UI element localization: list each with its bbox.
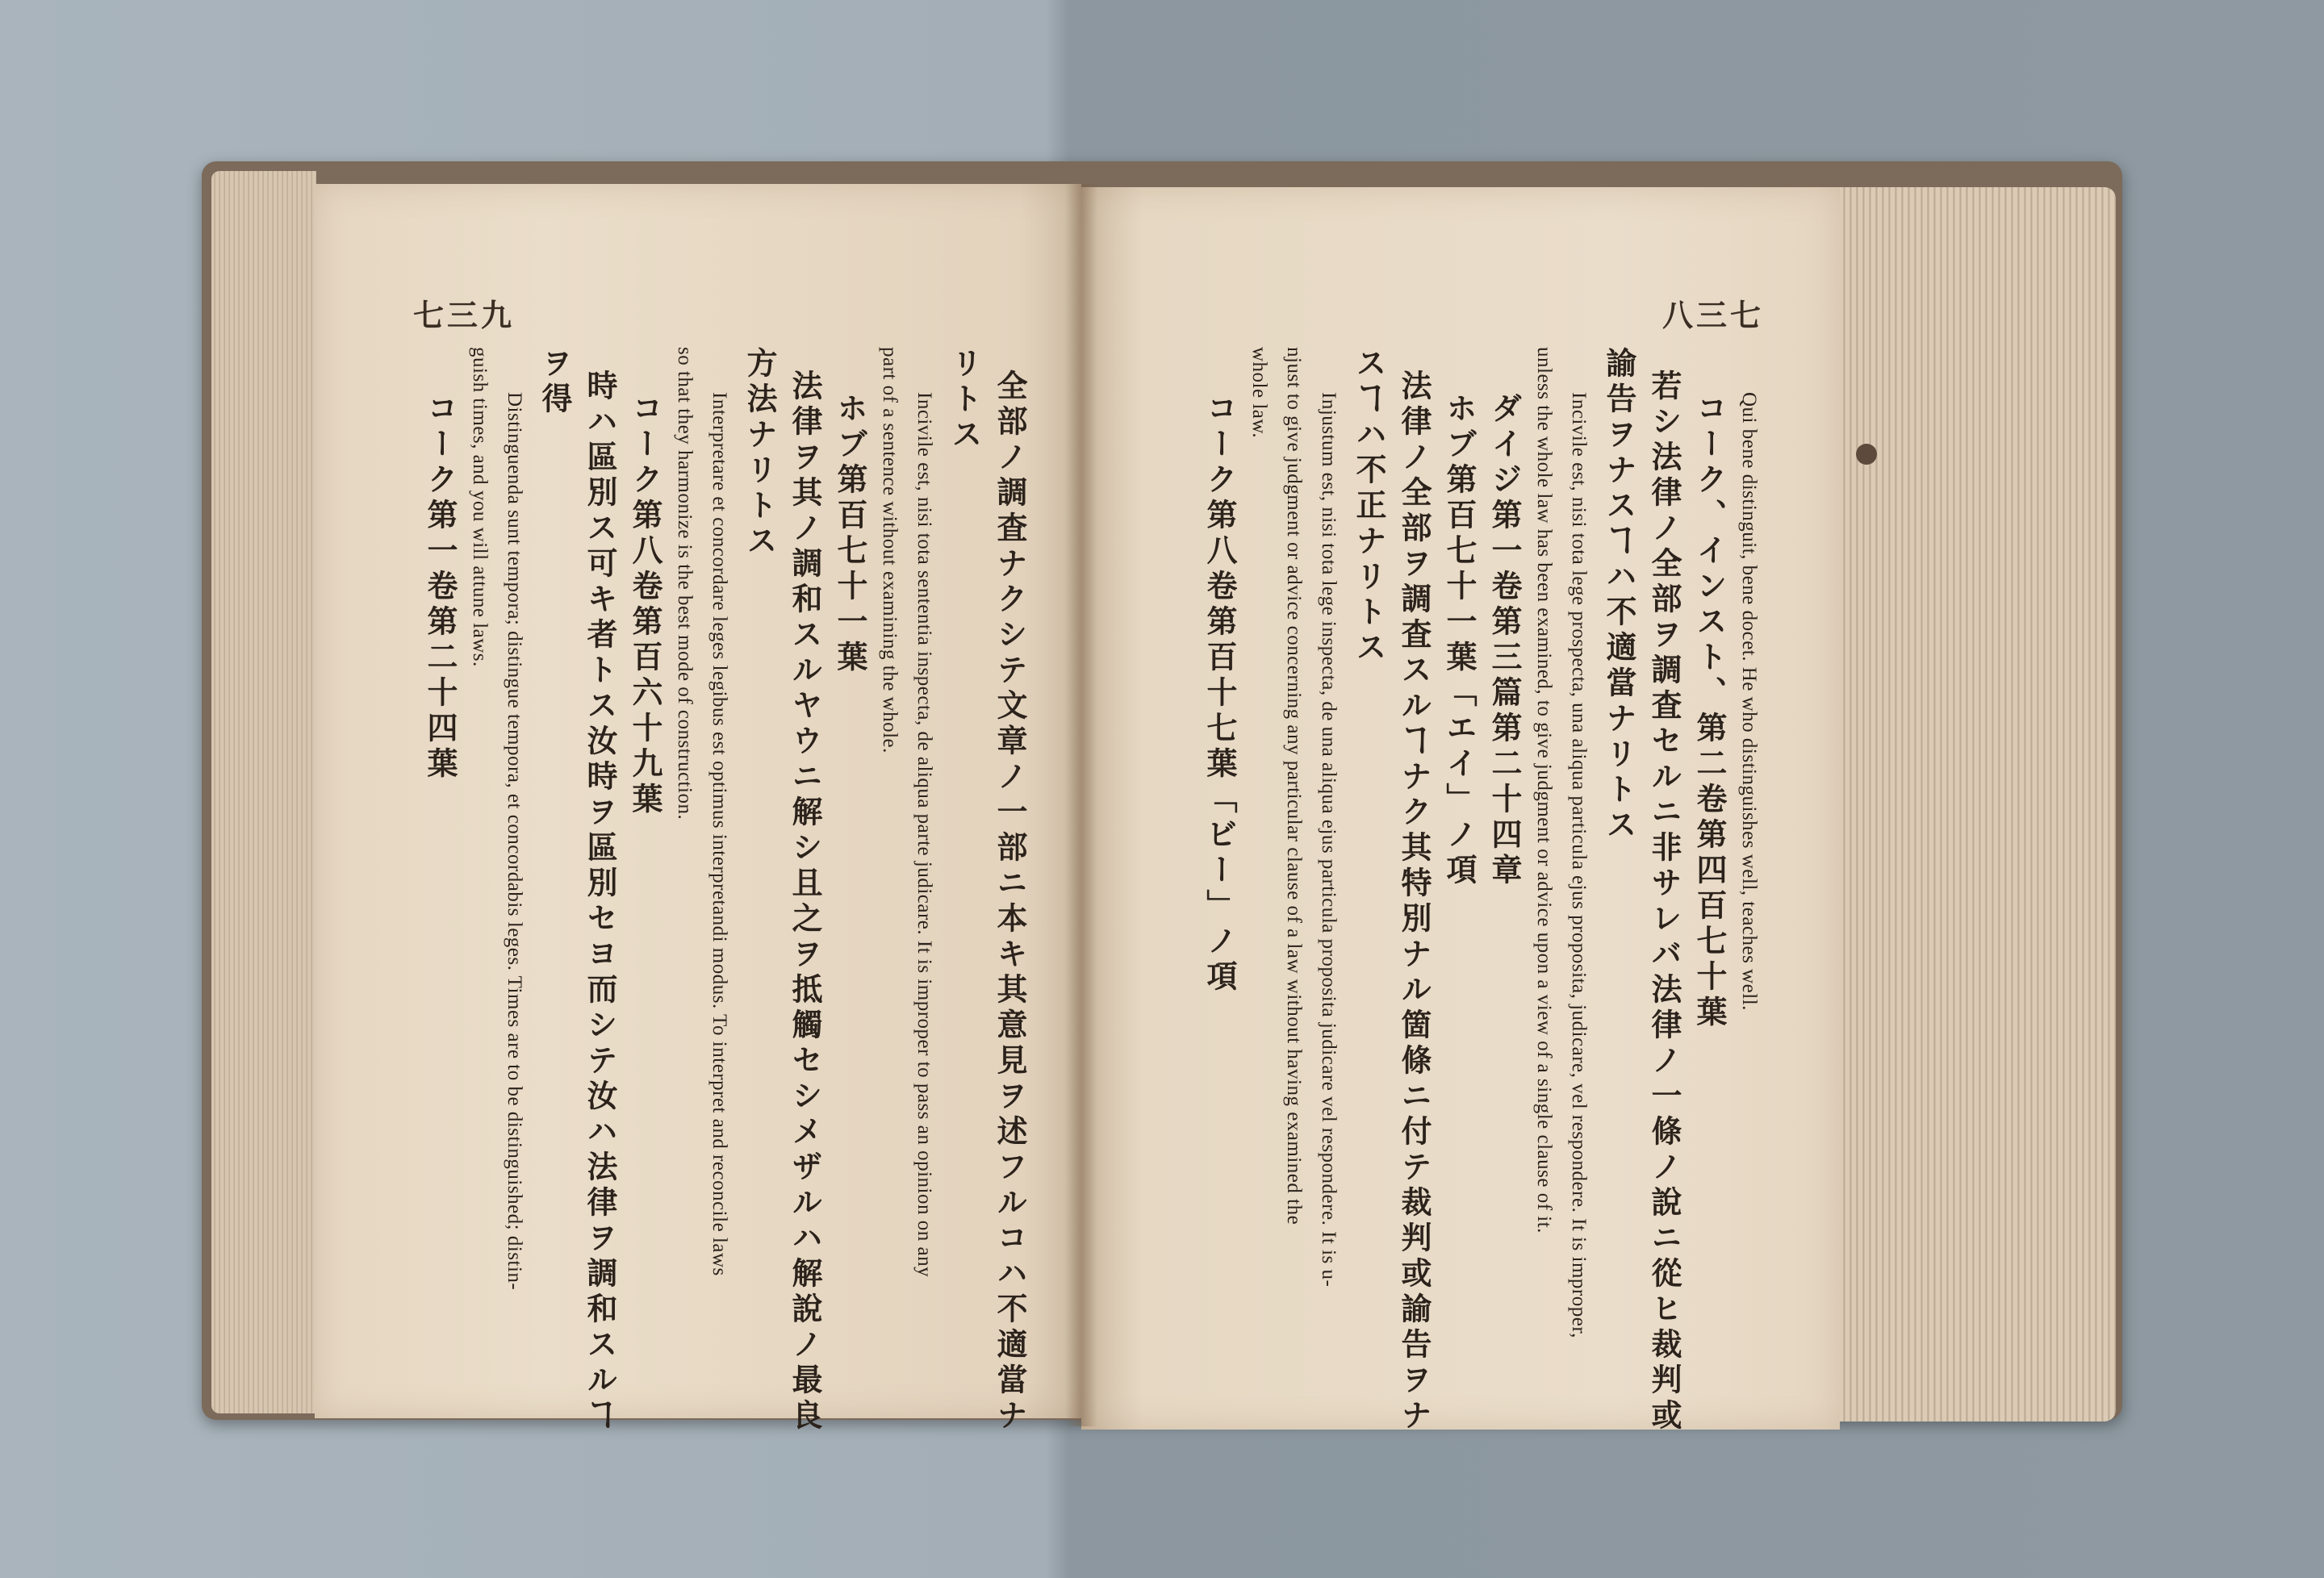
latin-english-text-column: Interpretare et concordare leges legibus est optimus interpretandi modus. To interpret and reconcile laws: [708, 392, 730, 1276]
latin-english-text-column: Incivile est, nisi tota sententia inspecta, de aliqua parte judicare. It is improper to pass an opinion on any: [913, 392, 935, 1278]
japanese-text-column: ホブ第百七十一葉: [832, 392, 868, 676]
latin-english-text-column: Incivile est, nisi tota lege prospecta, una aliqua particula ejus proposita, judicare, vel respondere. It is improper,: [1568, 392, 1590, 1338]
book-gutter: [1065, 184, 1097, 1426]
japanese-text-column: 全部ノ調査ナクシテ文章ノ一部ニ本キ其意見ヲ述フルコハ不適當ナ: [992, 369, 1028, 1434]
latin-english-text-column: Distinguenda sunt tempora; distingue tempora, et concordabis leges. Times are to be distinguished; distin-: [504, 392, 525, 1291]
right-page-edges: [1833, 187, 2116, 1421]
right-page-text: [1146, 347, 1760, 1434]
japanese-text-column: 時ハ區別ス可キ者トス汝時ヲ區別セヨ而シテ汝ハ法律ヲ調和スルヿ: [582, 369, 618, 1434]
latin-english-text-column: Injustum est, nisi tota lege inspecta, de una aliqua ejus particula proposita judicare vel respondere. It is u-: [1318, 392, 1340, 1288]
latin-english-text-column: Qui bene distinguit, bene docet. He who distinguishes well, teaches well.: [1738, 392, 1760, 1011]
latin-english-text-column: whole law.: [1248, 347, 1270, 439]
japanese-text-column: コーク第八卷第百六十九葉: [627, 392, 663, 818]
japanese-text-column: 若シ法律ノ全部ヲ調査セルニ非サレバ法律ノ一條ノ說ニ從ヒ裁判或: [1646, 369, 1682, 1434]
left-page-edges: [211, 171, 316, 1413]
right-page-number: 八三七: [1662, 297, 1765, 333]
japanese-text-column: 方法ナリトス: [742, 347, 778, 560]
japanese-text-column: コーク第一卷第二十四葉: [422, 392, 458, 783]
japanese-text-column: リトス: [947, 347, 983, 453]
japanese-text-column: ダイジ第一卷第三篇第二十四章: [1486, 392, 1523, 889]
japanese-text-column: ホブ第百七十一葉「エイ」ノ項: [1441, 392, 1478, 889]
left-page-text: [395, 347, 1028, 1434]
japanese-text-column: 法律ヲ其ノ調和スルヤウニ解シ且之ヲ抵觸セシメザルハ解說ノ最良: [787, 369, 823, 1434]
japanese-text-column: 諭告ヲナスヿハ不適當ナリトス: [1601, 347, 1637, 844]
latin-english-text-column: unless the whole law has been examined, to give judgment or advice upon a view of a single clause of it.: [1533, 347, 1555, 1234]
latin-english-text-column: njust to give judgment or advice concerning any particular clause of a law without having examined the: [1283, 347, 1305, 1225]
japanese-text-column: 法律ノ全部ヲ調査スルヿナク其特別ナル箇條ニ付テ裁判或諭告ヲナ: [1396, 369, 1432, 1434]
japanese-text-column: コーク、インスト、第二卷第四百七十葉: [1691, 392, 1728, 1031]
japanese-text-column: スヿハ不正ナリトス: [1351, 347, 1387, 666]
japanese-text-column: ヲ得: [537, 347, 573, 418]
japanese-text-column: コーク第八卷第百十七葉「ビー」ノ項: [1202, 392, 1238, 996]
latin-english-text-column: so that they harmonize is the best mode of construction.: [674, 347, 696, 820]
latin-english-text-column: part of a sentence without examining the whole.: [879, 347, 901, 754]
left-page-number: 七三九: [413, 297, 516, 333]
latin-english-text-column: guish times, and you will attune laws.: [469, 347, 491, 667]
ink-spot: [1856, 444, 1877, 465]
